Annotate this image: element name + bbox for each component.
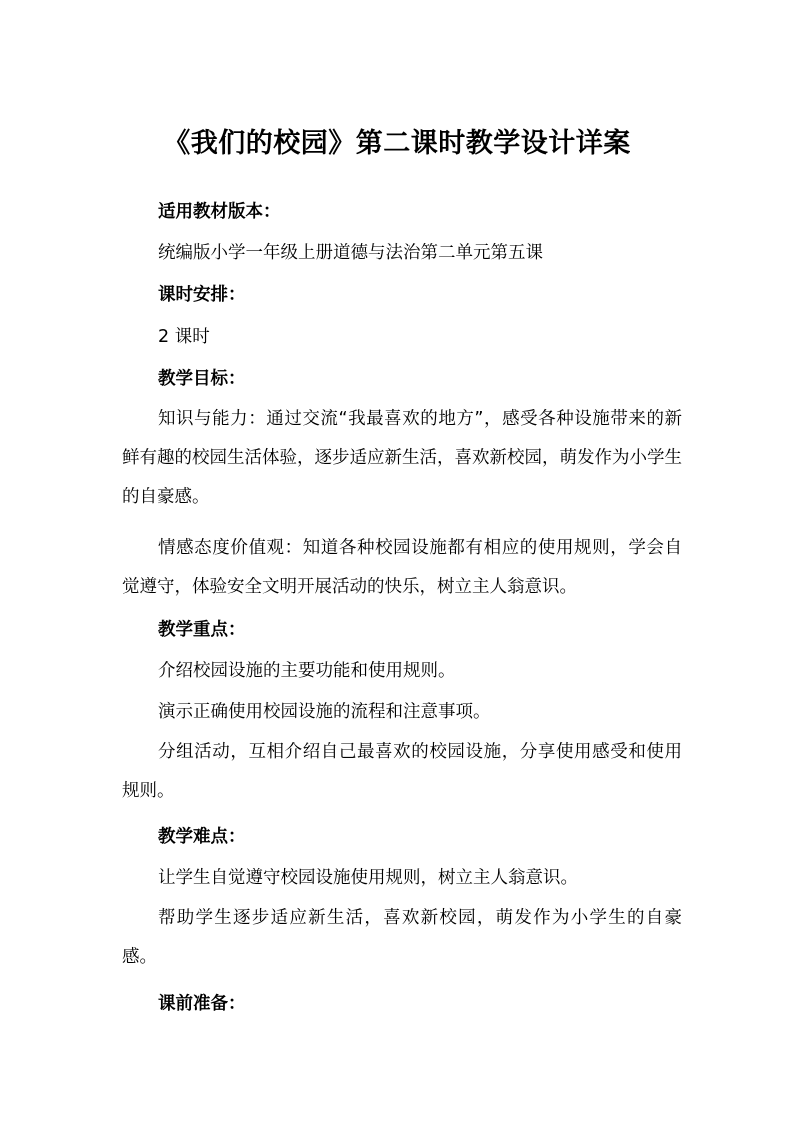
- goals-heading: 教学目标：: [158, 369, 246, 389]
- key-point-3: 分组活动，互相介绍自己最喜欢的校园设施，分享使用感受和使用规则。: [122, 742, 682, 801]
- schedule-heading: 课时安排：: [158, 285, 246, 305]
- key-heading: 教学重点：: [158, 620, 246, 640]
- document-title: 《我们的校园》第二课时教学设计详案: [163, 128, 631, 159]
- difficult-point-1: 让学生自觉遵守校园设施使用规则，树立主人翁意识。: [158, 868, 578, 888]
- difficult-heading: 教学难点：: [158, 827, 246, 847]
- key-point-2: 演示正确使用校园设施的流程和注意事项。: [158, 702, 491, 722]
- prep-heading: 课前准备：: [158, 994, 246, 1014]
- goal-emotion-paragraph: 情感态度价值观：知道各种校园设施都有相应的使用规则，学会自觉遵守，体验安全文明开展活动的快乐，树立主人翁意识。: [122, 538, 682, 597]
- key-point-1: 介绍校园设施的主要功能和使用规则。: [158, 661, 456, 681]
- textbook-heading: 适用教材版本：: [158, 202, 281, 222]
- difficult-point-2: 帮助学生逐步适应新生活，喜欢新校园，萌发作为小学生的自豪感。: [122, 908, 682, 967]
- goal-knowledge-paragraph: 知识与能力：通过交流“我最喜欢的地方”，感受各种设施带来的新鲜有趣的校园生活体验，逐步适应新生活，喜欢新校园，萌发作为小学生的自豪感。: [122, 409, 682, 507]
- textbook-value: 统编版小学一年级上册道德与法治第二单元第五课: [158, 243, 543, 263]
- schedule-value: 2 课时: [158, 327, 210, 347]
